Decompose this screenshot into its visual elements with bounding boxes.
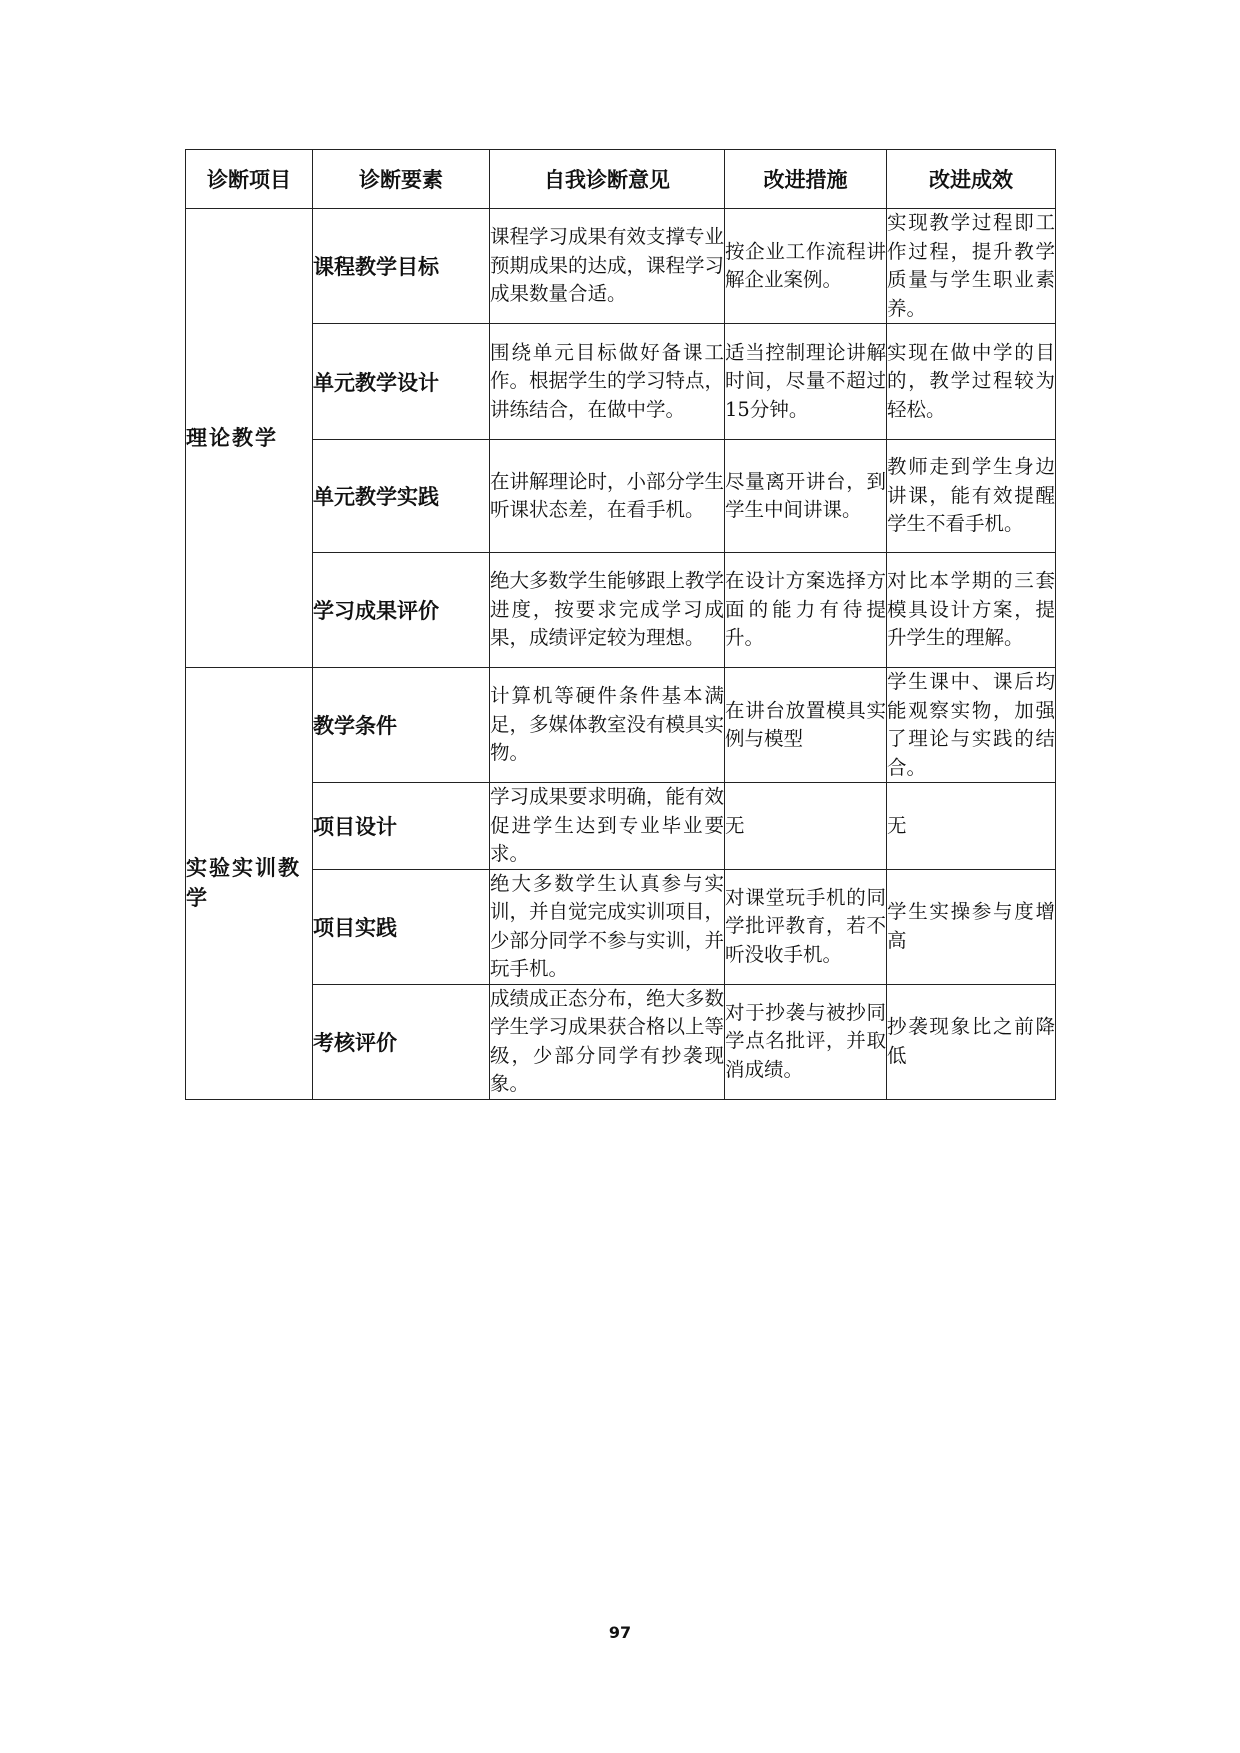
table-row	[186, 440, 1056, 553]
project-cell: 理论教学	[186, 209, 313, 668]
element-cell: 项目设计	[313, 783, 490, 870]
opinion-cell: 成绩成正态分布，绝大多数学生学习成果获合格以上等级，少部分同学有抄袭现象。	[490, 984, 725, 1099]
opinion-cell: 围绕单元目标做好备课工作。根据学生的学习特点，讲练结合，在做中学。	[490, 324, 725, 440]
measure-cell: 在讲台放置模具实例与模型	[725, 668, 887, 783]
effect-cell: 学生实操参与度增高	[887, 869, 1056, 984]
effect-cell: 无	[887, 783, 1056, 870]
table-header-row	[186, 150, 1056, 209]
effect-cell: 实现在做中学的目的，教学过程较为轻松。	[887, 324, 1056, 440]
table-row	[186, 869, 1056, 984]
element-cell: 考核评价	[313, 984, 490, 1099]
measure-cell: 在设计方案选择方面的能力有待提升。	[725, 553, 887, 668]
effect-cell: 抄袭现象比之前降低	[887, 984, 1056, 1099]
element-cell: 单元教学实践	[313, 440, 490, 553]
header-element: 诊断要素	[313, 150, 490, 209]
element-cell: 项目实践	[313, 869, 490, 984]
opinion-cell: 学习成果要求明确，能有效促进学生达到专业毕业要求。	[490, 783, 725, 870]
effect-cell: 实现教学过程即工作过程，提升教学质量与学生职业素养。	[887, 209, 1056, 324]
opinion-cell: 在讲解理论时，小部分学生听课状态差，在看手机。	[490, 440, 725, 553]
measure-cell: 适当控制理论讲解时间，尽量不超过15分钟。	[725, 324, 887, 440]
element-cell: 单元教学设计	[313, 324, 490, 440]
element-cell: 学习成果评价	[313, 553, 490, 668]
table-row	[186, 209, 1056, 324]
effect-cell: 学生课中、课后均能观察实物，加强了理论与实践的结合。	[887, 668, 1056, 783]
measure-cell: 尽量离开讲台，到学生中间讲课。	[725, 440, 887, 553]
opinion-cell: 课程学习成果有效支撑专业预期成果的达成，课程学习成果数量合适。	[490, 209, 725, 324]
measure-cell: 按企业工作流程讲解企业案例。	[725, 209, 887, 324]
header-opinion: 自我诊断意见	[490, 150, 725, 209]
measure-cell: 对课堂玩手机的同学批评教育，若不听没收手机。	[725, 869, 887, 984]
element-cell: 教学条件	[313, 668, 490, 783]
effect-cell: 对比本学期的三套模具设计方案，提升学生的理解。	[887, 553, 1056, 668]
header-measure: 改进措施	[725, 150, 887, 209]
table-row	[186, 783, 1056, 870]
element-cell: 课程教学目标	[313, 209, 490, 324]
header-effect: 改进成效	[887, 150, 1056, 209]
effect-cell: 教师走到学生身边讲课，能有效提醒学生不看手机。	[887, 440, 1056, 553]
project-cell: 实验实训教学	[186, 668, 313, 1100]
table-row	[186, 984, 1056, 1099]
table-row	[186, 553, 1056, 668]
opinion-cell: 计算机等硬件条件基本满足，多媒体教室没有模具实物。	[490, 668, 725, 783]
header-project: 诊断项目	[186, 150, 313, 209]
measure-cell: 无	[725, 783, 887, 870]
table-row	[186, 324, 1056, 440]
opinion-cell: 绝大多数学生认真参与实训，并自觉完成实训项目，少部分同学不参与实训，并玩手机。	[490, 869, 725, 984]
measure-cell: 对于抄袭与被抄同学点名批评，并取消成绩。	[725, 984, 887, 1099]
page-number: 97	[608, 1623, 632, 1642]
diagnosis-table	[185, 149, 1056, 1100]
opinion-cell: 绝大多数学生能够跟上教学进度，按要求完成学习成果，成绩评定较为理想。	[490, 553, 725, 668]
table-row	[186, 668, 1056, 783]
